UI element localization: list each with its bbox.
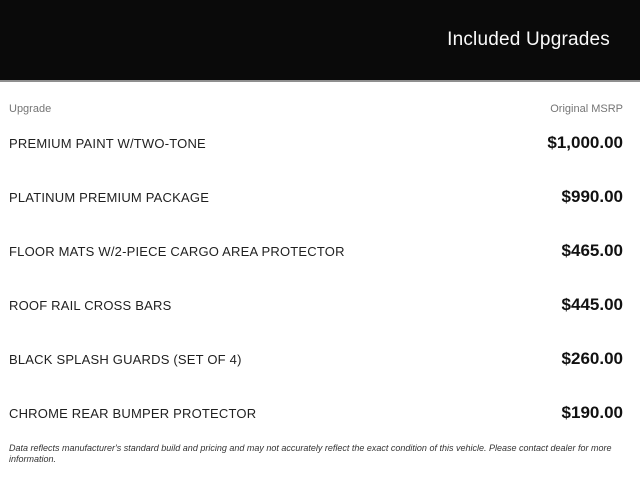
upgrade-name: PLATINUM PREMIUM PACKAGE xyxy=(9,189,210,205)
upgrade-name: PREMIUM PAINT W/TWO-TONE xyxy=(9,135,206,151)
upgrade-rows xyxy=(9,116,623,440)
upgrade-name: FLOOR MATS W/2-PIECE CARGO AREA PROTECTOR xyxy=(9,243,345,259)
table-column-headers xyxy=(9,82,623,116)
table-row xyxy=(9,386,623,440)
upgrade-price: $990.00 xyxy=(561,187,623,206)
table-row xyxy=(9,278,623,332)
table-row xyxy=(9,332,623,386)
upgrade-name: CHROME REAR BUMPER PROTECTOR xyxy=(9,405,257,421)
header-bar xyxy=(0,0,640,82)
column-header-original-msrp: Original MSRP xyxy=(550,103,623,115)
upgrade-price: $260.00 xyxy=(561,349,623,368)
upgrade-name: BLACK SPLASH GUARDS (SET OF 4) xyxy=(9,351,242,367)
upgrades-table xyxy=(0,82,640,480)
disclaimer-text: Data reflects manufacturer's standard build and pricing and may not accurately reflect the exact condition of this vehicle. Please contact dealer for more information. xyxy=(9,443,612,464)
column-header-upgrade: Upgrade xyxy=(9,103,52,115)
upgrade-price: $465.00 xyxy=(561,241,623,260)
upgrade-price: $445.00 xyxy=(561,295,623,314)
upgrade-name: ROOF RAIL CROSS BARS xyxy=(9,297,172,313)
upgrade-price: $190.00 xyxy=(561,403,623,422)
page-title: Included Upgrades xyxy=(447,29,610,50)
table-row xyxy=(9,116,623,170)
upgrade-price: $1,000.00 xyxy=(547,133,623,152)
table-row xyxy=(9,170,623,224)
table-row xyxy=(9,224,623,278)
